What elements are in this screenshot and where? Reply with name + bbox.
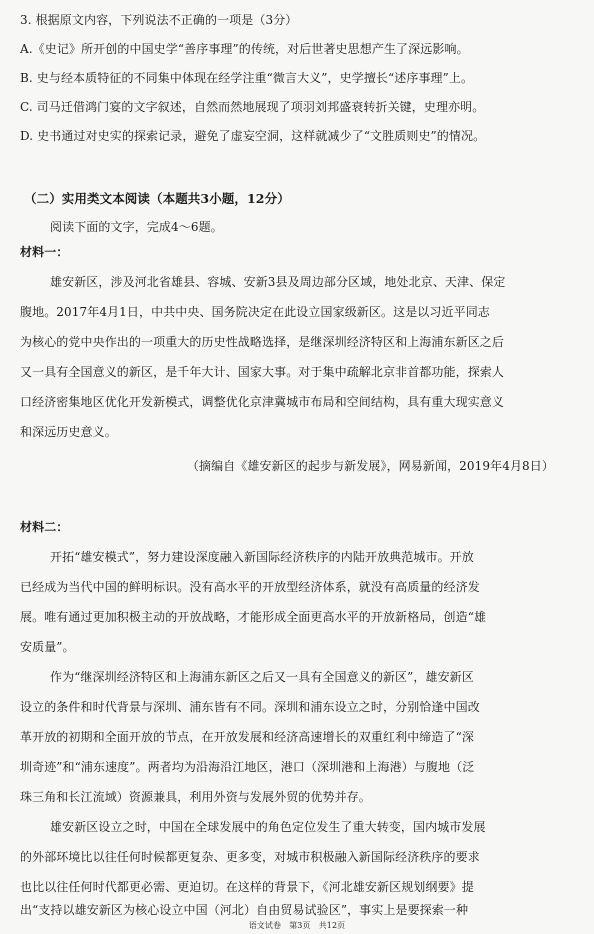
- option-c: C. 司马迁借鸿门宴的文字叙述，自然而然地展现了项羽刘邦盛衰转折关键，史理亦明。: [20, 100, 485, 114]
- material-2-line: 雄安新区设立之时，中国在全球发展中的角色定位发生了重大转变，国内城市发展: [50, 820, 486, 834]
- section-heading: （二）实用类文本阅读（本题共3小题，12分）: [24, 191, 290, 206]
- material-1-line: 又一具有全国意义的新区，是千年大计、国家大事。对于集中疏解北京非首都功能，探索人: [20, 365, 505, 379]
- material-2-line: 圳奇迹”和“浦东速度”。两者均为沿海沿江地区，港口（深圳港和上海港）与腹地（泛: [20, 760, 475, 774]
- material-2-line: 也比以往任何时代都更必需、更迫切。在这样的背景下，《河北雄安新区规划纲要》提: [20, 880, 474, 894]
- material-2-line: 珠三角和长江流域）资源兼具，利用外资与发展外贸的优势并存。: [20, 790, 371, 804]
- option-d: D. 史书通过对史实的探索记录，避免了虚妄空洞，这样就减少了“文胜质则史”的情况。: [20, 129, 486, 143]
- material-2-line: 出“支持以雄安新区为核心设立中国（河北）自由贸易试验区”，事实上是要探索一种: [20, 903, 469, 917]
- material-1-source: （摘编自《雄安新区的起步与新发展》，网易新闻，2019年4月8日）: [186, 459, 554, 473]
- material-2-line: 开拓“雄安模式”，努力建设深度融入新国际经济秩序的内陆开放典范城市。开放: [50, 550, 474, 564]
- material-2-line: 革开放的初期和全面开放的节点，在开放发展和经济高速增长的双重红利中缔造了“深: [20, 730, 474, 744]
- material-1-line: 为核心的党中央作出的一项重大的历史性战略选择，是继深圳经济特区和上海浦东新区之后: [20, 335, 505, 349]
- material-1-line: 和深远历史意义。: [20, 425, 117, 439]
- material-2-label: 材料二：: [20, 520, 69, 534]
- material-1-line: 雄安新区，涉及河北省雄县、容城、安新3县及周边部分区域，地处北京、天津、保定: [50, 275, 506, 289]
- section-instruction: 阅读下面的文字，完成4～6题。: [50, 220, 223, 234]
- material-2-line: 安质量”。: [20, 640, 75, 654]
- question-3-stem: 3. 根据原文内容，下列说法不正确的一项是（3分）: [20, 13, 298, 27]
- material-2-line: 作为“继深圳经济特区和上海浦东新区之后又一具有全国意义的新区”，雄安新区: [50, 670, 474, 684]
- material-2-line: 设立的条件和时代背景与深圳、浦东皆有不同。深圳和浦东设立之时，分别恰逢中国改: [20, 700, 480, 714]
- page-footer: 语文试卷 第3页 共12页: [248, 921, 346, 930]
- material-1-label: 材料一：: [20, 245, 69, 259]
- option-b: B. 史与经本质特征的不同集中体现在经学注重“微言大义”，史学擅长“述序事理”上。: [20, 71, 474, 85]
- material-2-line: 已经成为当代中国的鲜明标识。没有高水平的开放型经济体系，就没有高质量的经济发: [20, 580, 480, 594]
- option-a: A.《史记》所开创的中国史学“善序事理”的传统，对后世著史思想产生了深远影响。: [20, 42, 469, 56]
- material-2-line: 的外部环境比以往任何时候都更复杂、更多变，对城市积极融入新国际经济秩序的要求: [20, 850, 480, 864]
- material-1-line: 腹地。2017年4月1日，中共中央、国务院决定在此设立国家级新区。这是以习近平同志: [20, 305, 490, 319]
- material-1-line: 口经济密集地区优化开发新模式，调整优化京津冀城市布局和空间结构，具有重大现实意义: [20, 395, 505, 409]
- material-2-line: 展。唯有通过更加积极主动的开放战略，才能形成全面更高水平的开放新格局，创造“雄: [20, 610, 487, 624]
